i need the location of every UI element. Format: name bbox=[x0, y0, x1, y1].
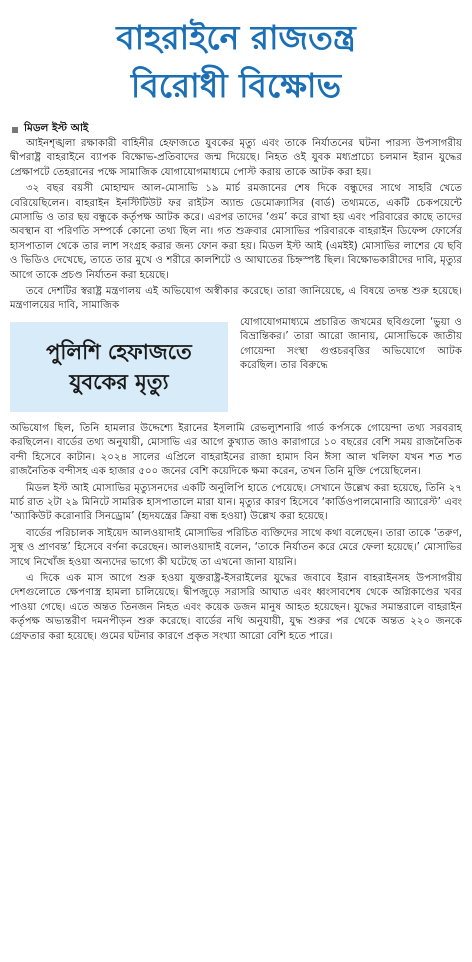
wrapped-text-column bbox=[240, 316, 462, 374]
pullquote-line-1: পুলিশি হেফাজতে bbox=[46, 339, 192, 364]
paragraph: তবে দেশটির স্বরাষ্ট্র মন্ত্রণালয় এই অভিযোগ অস্বীকার করেছে। তারা জানিয়েছে, এ বিষয়ে তদন্ত শুরু হয়েছে। মন্ত্রণালয়ের দাবি, সামাজিক bbox=[10, 286, 462, 312]
paragraph: এ দিকে এক মাস আগে শুরু হওয়া যুক্তরাষ্ট্র-ইসরাইলের যুদ্ধের জবাবে ইরান বাহরাইনসহ উপসাগরীয় দেশগুলোতে ক্ষেপণাস্ত্র হামলা চালিয়েছে। দ্বীপজুড়ে সরাসরি আঘাত এবং ধ্বংসাবশেষ থেকে অগ্নিকাণ্ডের খবর পাওয়া গেছে। এতে অন্তত তিনজন নিহত এবং কয়েক ডজন মানুষ আহত হয়েছেন। যুদ্ধের সমান্তরালে বাহরাইন কর্তৃপক্ষ অভ্যন্তরীণ দমনপীড়ন শুরু করেছে। বার্ডের নথি অনুযায়ী, যুদ্ধ শুরুর পর থেকে অন্তত ২২০ জনকে গ্রেফতার করা হয়েছে। গুমের ঘটনার কারণে প্রকৃত সংখ্যা আরো বেশি হতে পারে। bbox=[10, 572, 462, 642]
paragraph: ৩২ বছর বয়সী মোহাম্মদ আল-মোসাভি ১৯ মার্চ রমজানের শেষ দিকে বন্ধুদের সাথে সাহরি খেতে বেরিয়েছিলেন। বাহরাইন ইনস্টিটিউট ফর রাইটস অ্যান্ড ডেমোক্র্যাসির (বার্ড) তথ্যমতে, একটি চেকপয়েন্টে মোসাভি ও তার ছয় বন্ধুকে কর্তৃপক্ষ আটক করে। এরপর তাদের ‘গুম’ করে রাখা হয় এবং পরিবারের কাছে তাদের অবস্থান বা পরিণতি সম্পর্কে কোনো তথ্য ছিল না। গত শুক্রবার মোসাভির পরিবারকে বাহরাইন ডিফেন্স ফোর্সের হাসপাতাল থেকে তার লাশ সংগ্রহ করার জন্য ফোন করা হয়। মিডল ইস্ট আই (এমইই) মোসাভির লাশের যে ছবি ও ভিডিও দেখেছে, তাতে তার মুখে ও শরীরে কালশিটে ও আঘাতের চিহ্নস্পষ্ট ছিল। বিক্ষোভকারীদের দাবি, মৃত্যুর আগে তাকে প্রচণ্ড নির্যাতন করা হয়েছে। bbox=[10, 183, 462, 281]
paragraph: যোগাযোগমাধ্যমে প্রচারিত জখমের ছবিগুলো ‘ভুয়া ও বিভ্রান্তিকর।’ তারা আরো জানায়, মোসাভিকে জাতীয় গোয়েন্দা সংস্থা গুপ্তচরবৃত্তির অভিযোগে আটক করেছিল। তার বিরুদ্ধে bbox=[240, 316, 462, 372]
pullquote-line-2: যুবকের মৃত্যু bbox=[69, 369, 169, 394]
paragraph: মিডল ইস্ট আই মোসাভির মৃত্যুসনদের একটি অনুলিপি হাতে পেয়েছে। সেখানে উল্লেখ করা হয়েছে, তিনি ২৭ মার্চ রাত ২টা ২৯ মিনিটে সামরিক হাসপাতালে মারা যান। মৃত্যুর কারণ হিসেবে ‘কার্ডিওপালমোনারি অ্যারেস্ট’ এবং ‘অ্যাকিউট করোনারি সিনড্রোম’ (হৃদযন্ত্রের ক্রিয়া বন্ধ হওয়া) উল্লেখ করা হয়েছে। bbox=[10, 482, 462, 523]
pullquote-section bbox=[10, 316, 462, 422]
pullquote-box bbox=[10, 322, 228, 412]
headline-line-1: বাহরাইনে রাজতন্ত্র bbox=[116, 18, 356, 57]
paragraph: অভিযোগ ছিল, তিনি হামলার উদ্দেশ্যে ইরানের ইসলামি রেভল্যুশনারি গার্ড কর্পসকে গোয়েন্দা তথ্য সরবরাহ করছিলেন। বার্ডের তথ্য অনুযায়ী, মোসাভি এর আগে কুখ্যাত জাও কারাগারে ১০ বছরের বেশি সময় রাজনৈতিক বন্দী হিসেবে কাটান। ২০২৪ সালের এপ্রিলে বাহরাইনের রাজা হামাদ বিন ঈসা আল খলিফা যখন শত শত রাজনৈতিক বন্দীসহ এক হাজার ৫০০ জনের বেশি কয়েদিকে ক্ষমা করেন, তখন তিনি মুক্তি পেয়েছিলেন। bbox=[10, 422, 462, 478]
article-body bbox=[10, 137, 462, 646]
paragraph: বার্ডের পরিচালক সাইয়েদ আলওয়াদাই মোসাভির পরিচিত ব্যক্তিদের সাথে কথা বলেছেন। তারা তাকে ‘তরুণ, সুস্থ ও প্রাণবন্ত’ হিসেবে বর্ণনা করেছেন। আলওয়াদাই বলেন, ‘তাকে নির্যাতন করে মেরে ফেলা হয়েছে।’ মোসাভির সাথে নিখোঁজ হওয়া অন্যদের ভাগ্যে কী ঘটেছে তা এখনো জানা যায়নি। bbox=[10, 527, 462, 568]
byline bbox=[12, 121, 88, 138]
byline-source: মিডল ইস্ট আই bbox=[24, 122, 89, 134]
headline bbox=[0, 0, 472, 110]
paragraph: আইনশৃঙ্খলা রক্ষাকারী বাহিনীর হেফাজতে যুবকের মৃত্যু এবং তাকে নির্যাতনের ঘটনা পারস্য উপসাগরীয় দ্বীপরাষ্ট্র বাহরাইনে ব্যাপক বিক্ষোভ-প্রতিবাদের জন্ম দিয়েছে। নিহত ওই যুবক মধ্যপ্রাচ্যে চলমান ইরান যুদ্ধের প্রেক্ষাপটে তেহরানের পক্ষে সামাজিক যোগাযোগমাধ্যমে পোস্ট করায় তাকে আটক করা হয়। bbox=[10, 138, 462, 178]
headline-line-2: বিরোধী বিক্ষোভ bbox=[130, 66, 342, 105]
square-bullet-icon bbox=[12, 127, 18, 133]
